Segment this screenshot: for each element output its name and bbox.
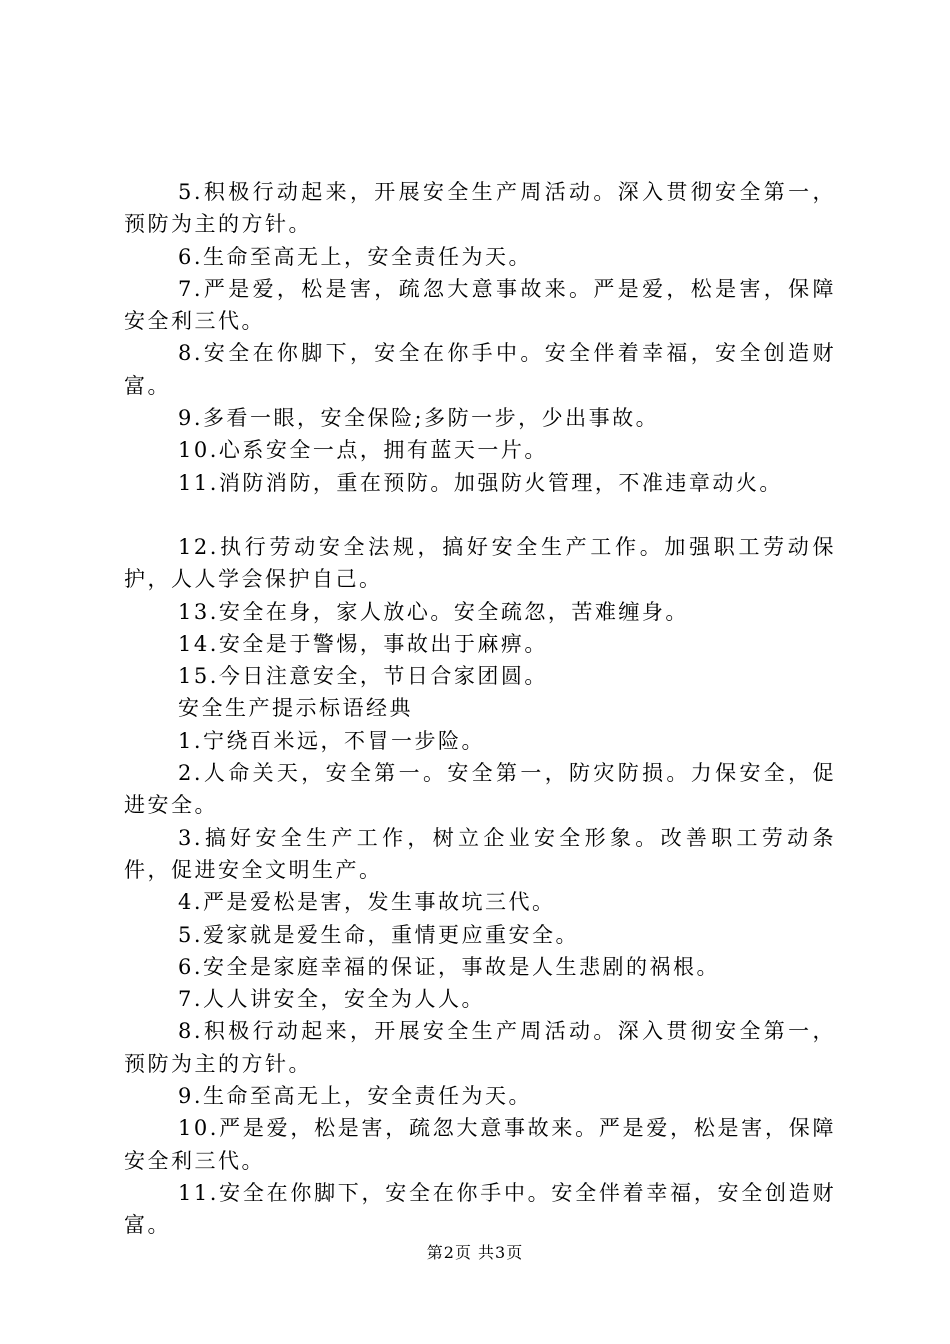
paragraph: 3.搞好安全生产工作，树立企业安全形象。改善职工劳动条件，促进安全文明生产。 [124, 825, 836, 882]
paragraph: 11.安全在你脚下，安全在你手中。安全伴着幸福，安全创造财富。 [124, 1180, 836, 1238]
section-heading: 安全生产提示标语经典 [178, 696, 413, 721]
paragraph: 15.今日注意安全，节日合家团圆。 [178, 664, 548, 689]
paragraph: 9.生命至高无上，安全责任为天。 [178, 1084, 533, 1109]
paragraph: 2.人命关天，安全第一。安全第一，防灾防损。力保安全，促进安全。 [124, 761, 836, 818]
paragraph: 9.多看一眼，安全保险;多防一步，少出事故。 [178, 406, 660, 431]
paragraph: 11.消防消防，重在预防。加强防火管理，不准违章动火。 [178, 470, 783, 495]
paragraph: 4.严是爱松是害，发生事故坑三代。 [178, 890, 556, 915]
paragraph: 5.爱家就是爱生命，重情更应重安全。 [178, 922, 580, 947]
page-number-footer: 第2页 共3页 [426, 1243, 524, 1262]
paragraph: 13.安全在身，家人放心。安全疏忽，苦难缠身。 [178, 599, 689, 624]
paragraph: 8.安全在你脚下，安全在你手中。安全伴着幸福，安全创造财富。 [124, 341, 836, 398]
paragraph: 7.人人讲安全，安全为人人。 [178, 987, 486, 1012]
paragraph: 10.心系安全一点，拥有蓝天一片。 [178, 438, 548, 463]
document-body [124, 176, 836, 1242]
paragraph: 6.生命至高无上，安全责任为天。 [178, 244, 533, 269]
paragraph: 14.安全是于警惕，事故出于麻痹。 [178, 631, 548, 656]
paragraph: 1.宁绕百米远，不冒一步险。 [178, 728, 486, 753]
paragraph: 10.严是爱，松是害，疏忽大意事故来。严是爱，松是害，保障安全利三代。 [124, 1116, 836, 1173]
paragraph: 8.积极行动起来，开展安全生产周活动。深入贯彻安全第一，预防为主的方针。 [124, 1019, 836, 1076]
paragraph: 5.积极行动起来，开展安全生产周活动。深入贯彻安全第一，预防为主的方针。 [124, 180, 836, 237]
paragraph: 6.安全是家庭幸福的保证，事故是人生悲剧的祸根。 [178, 954, 721, 979]
paragraph: 7.严是爱，松是害，疏忽大意事故来。严是爱，松是害，保障安全利三代。 [124, 276, 836, 334]
paragraph: 12.执行劳动安全法规，搞好安全生产工作。加强职工劳动保护，人人学会保护自己。 [124, 534, 836, 592]
blank-line [124, 499, 836, 531]
